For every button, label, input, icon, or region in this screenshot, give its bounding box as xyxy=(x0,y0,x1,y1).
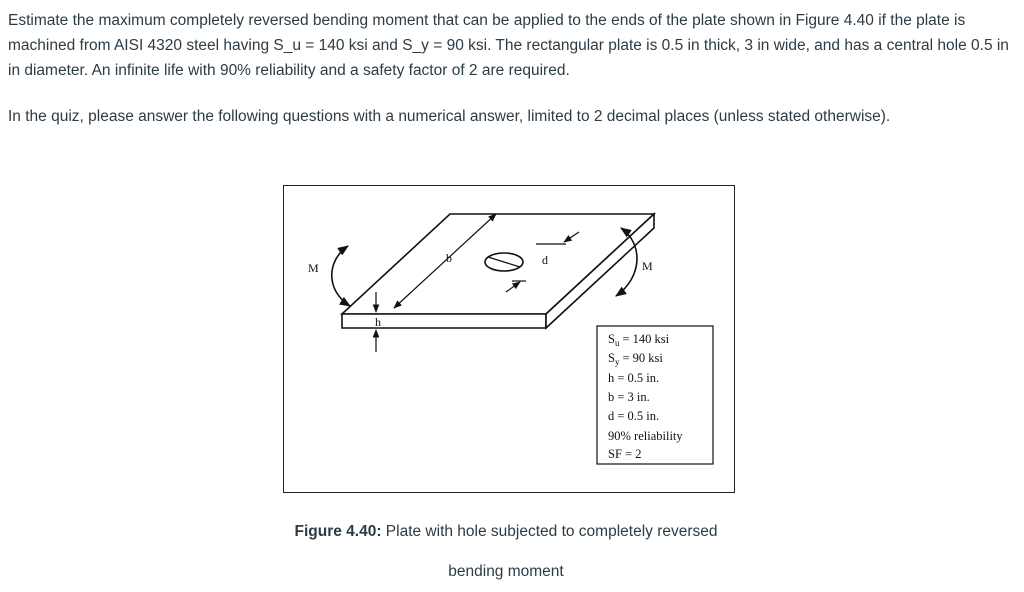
caption-text: Plate with hole subjected to completely reversed xyxy=(385,523,718,540)
figure-caption xyxy=(200,512,812,592)
problem-statement: Estimate the maximum completely reversed bending moment that can be applied to the ends of the plate shown in Figure 4.40 if the plate is machined from AISI 4320 steel having S_u = 140 ksi and S_y = 90 ksi. The rectangular plate is 0.5 in thick, 3 in wide, and has a central hole 0.5 in in diameter. An infinite life with 90% reliability and a safety factor of 2 are required. xyxy=(8,12,1009,79)
su-subscript: u xyxy=(614,338,620,348)
prop-reliability: 90% reliability xyxy=(608,429,683,443)
prop-b: b = 3 in. xyxy=(608,390,650,404)
prop-sf: SF = 2 xyxy=(608,447,642,461)
quiz-instructions: In the quiz, please answer the following questions with a numerical answer, limited to 2 decimal places (unless stated otherwise). xyxy=(8,108,891,125)
width-label: b xyxy=(446,251,452,265)
plate-figure xyxy=(283,185,735,493)
moment-label-left: M xyxy=(308,261,319,275)
sy-subscript: y xyxy=(614,357,620,367)
prop-su: = 140 ksi xyxy=(622,332,670,346)
left-moment-arrow xyxy=(332,246,350,306)
thickness-label: h xyxy=(375,315,381,329)
prop-sy: = 90 ksi xyxy=(622,351,663,365)
caption-label: Figure 4.40: xyxy=(294,523,382,540)
su-symbol: S xyxy=(608,332,615,346)
diameter-label: d xyxy=(542,253,548,267)
prop-d: d = 0.5 in. xyxy=(608,409,660,423)
plate-diagram xyxy=(284,186,736,494)
caption-text-continued: bending moment xyxy=(448,563,564,580)
prop-h: h = 0.5 in. xyxy=(608,371,660,385)
moment-label-right: M xyxy=(642,259,653,273)
plate-front-face xyxy=(342,314,546,328)
sy-symbol: S xyxy=(608,351,615,365)
